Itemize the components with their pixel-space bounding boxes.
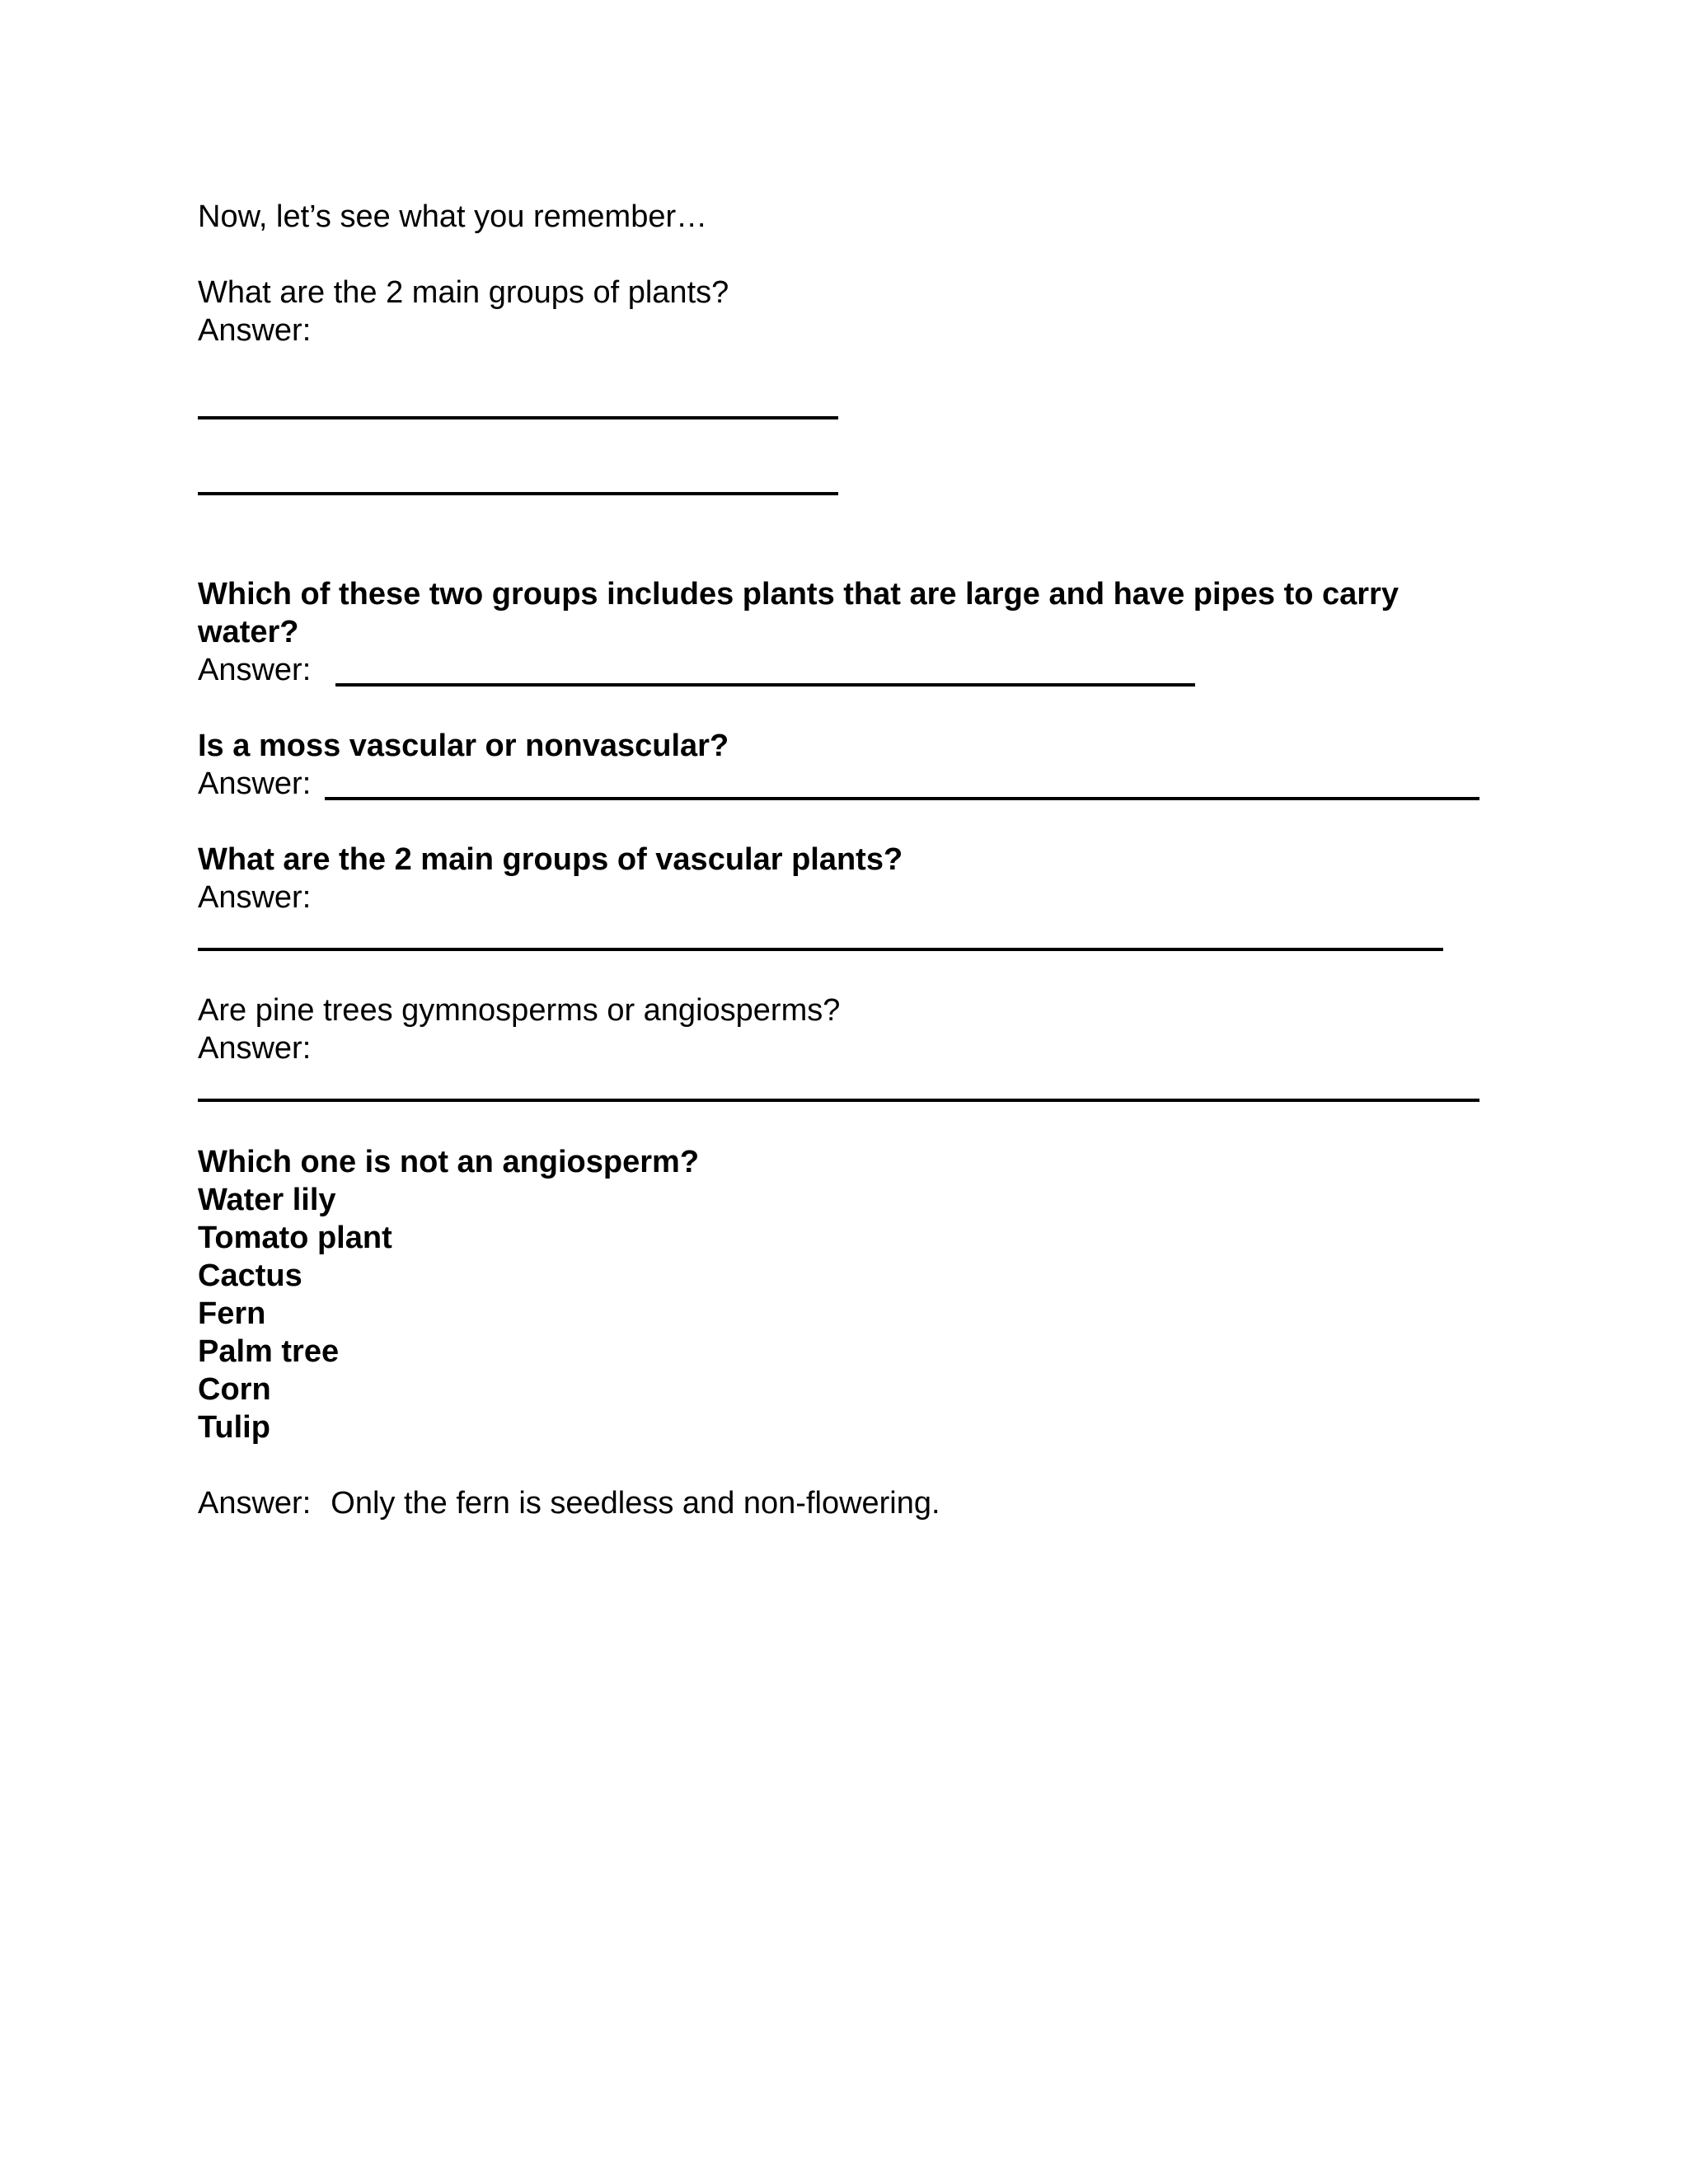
answer-label-6: Answer: xyxy=(198,1486,312,1521)
question-6: Which one is not an angiosperm? xyxy=(198,1145,700,1179)
option-cactus: Cactus xyxy=(198,1258,302,1293)
answer-label-5: Answer: xyxy=(198,1031,312,1066)
answer-label-2: Answer: xyxy=(198,653,312,687)
answer-line-1b[interactable] xyxy=(198,492,838,495)
question-2-line-1: Which of these two groups includes plants that are large and have pipes to carry xyxy=(198,577,1399,612)
answer-label-3: Answer: xyxy=(198,766,312,801)
answer-label-1: Answer: xyxy=(198,313,312,348)
question-3: Is a moss vascular or nonvascular? xyxy=(198,729,729,763)
intro-text: Now, let’s see what you remember… xyxy=(198,199,708,234)
option-corn: Corn xyxy=(198,1372,271,1407)
answer-6 xyxy=(198,1484,940,1522)
answer-6-text: Only the fern is seedless and non-flowering. xyxy=(331,1486,940,1521)
answer-line-4[interactable] xyxy=(198,948,1443,951)
question-2-line-2: water? xyxy=(198,615,299,649)
question-1: What are the 2 main groups of plants? xyxy=(198,275,729,310)
option-water-lily: Water lily xyxy=(198,1183,336,1217)
option-palm-tree: Palm tree xyxy=(198,1334,340,1369)
answer-line-2[interactable] xyxy=(335,683,1195,687)
answer-line-1a[interactable] xyxy=(198,416,838,419)
answer-line-3[interactable] xyxy=(325,797,1479,800)
question-5: Are pine trees gymnosperms or angiosperms? xyxy=(198,993,841,1028)
question-4: What are the 2 main groups of vascular plants? xyxy=(198,842,903,877)
option-fern: Fern xyxy=(198,1296,266,1331)
option-tulip: Tulip xyxy=(198,1410,270,1445)
answer-label-4: Answer: xyxy=(198,880,312,915)
option-tomato-plant: Tomato plant xyxy=(198,1221,392,1255)
answer-line-5[interactable] xyxy=(198,1099,1479,1102)
